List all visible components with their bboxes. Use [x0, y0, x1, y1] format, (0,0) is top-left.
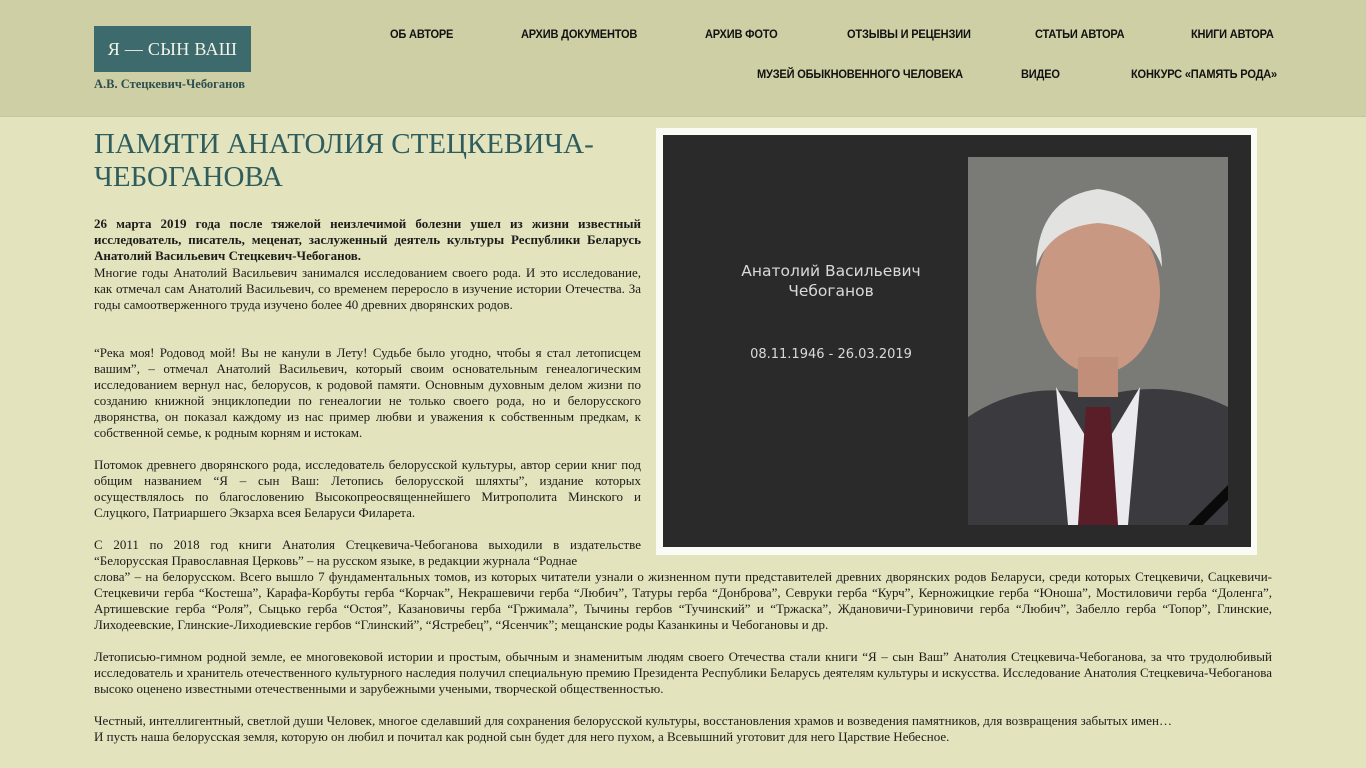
nav-about-author[interactable]: ОБ АВТОРЕ [390, 27, 454, 41]
memorial-card [663, 135, 1251, 547]
nav-video[interactable]: ВИДЕО [1021, 67, 1060, 81]
mourning-ribbon [1148, 445, 1228, 525]
paragraph-6: Честный, интеллигентный, светлой души Человек, многое сделавший для сохранения белорусской культуры, восстановления храмов и возведения памятников, для возвращения забытых имен… [94, 713, 1172, 728]
nav-reviews[interactable]: ОТЗЫВЫ И РЕЦЕНЗИИ [847, 27, 971, 41]
nav-author-books[interactable]: КНИГИ АВТОРА [1191, 27, 1274, 41]
nav-author-articles[interactable]: СТАТЬИ АВТОРА [1035, 27, 1125, 41]
paragraph-4-continued: слова” – на белорусском. Всего вышло 7 фундаментальных томов, из которых читатели узнали о жизненном пути представителей древних дворянских родов Беларуси, среди которых Стецкевичи, Сацкевичи-Стецкевичи герба “Костеша”, Карафа-Корбуты герба “Корчак”, Некрашевичи герба “Любич”, Татуры герба “Донброва”, Севруки герба “Курч”, Керножицкие герба “Юноша”, Мостиловичи герба “Доленга”, Артишевские герба “Роля”, Сыцько герба “Остоя”, Казановичы герба “Гржимала”, Тычины гербов “Тучинский” и “Тржаска”, Ждановичи-Гуриновичи герба “Любич”, Забелло герба “Топор”, Глинские, Лиходеевские, Глинские-Лиходиевские гербов “Глинский”, “Ястребец”, “Ясенчик”; мещанские роды Казанкины и Чебогановы и др. [94, 569, 1272, 632]
site-logo[interactable]: Я — СЫН ВАШ [94, 26, 251, 72]
page-title: ПАМЯТИ АНАТОЛИЯ СТЕЦКЕВИЧА-ЧЕБОГАНОВА [94, 128, 594, 193]
paragraph-4-start: С 2011 по 2018 год книги Анатолия Стецкевича-Чебоганова выходили в издательстве “Белорусская Православная Церковь” – на русском языке, в редакции журнала “Роднае [94, 537, 641, 568]
memorial-photo [656, 128, 1257, 555]
nav-museum[interactable]: МУЗЕЙ ОБЫКНОВЕННОГО ЧЕЛОВЕКА [757, 67, 963, 81]
paragraph-7: И пусть наша белорусская земля, которую он любил и почитал как родной сын будет для него пухом, а Всевышний уготовит для него Царствие Небесное. [94, 729, 950, 744]
paragraph-1: Многие годы Анатолий Васильевич занимался исследованием своего рода. И это исследование, как отмечал сам Анатолий Васильевич, со временем переросло в изучение истории Отечества. За годы самоотверженного труда изучено более 40 древних дворянских родов. [94, 265, 641, 312]
memorial-dates: 08.11.1946 - 26.03.2019 [750, 347, 912, 362]
nav-documents-archive[interactable]: АРХИВ ДОКУМЕНТОВ [521, 27, 638, 41]
site-header [0, 0, 1366, 117]
memorial-name-line1: Анатолий Васильевич [741, 262, 921, 280]
memorial-name-line2: Чебоганов [788, 282, 874, 300]
site-logo-subtitle: А.В. Стецкевич-Чебоганов [94, 77, 245, 91]
paragraph-5: Летописью-гимном родной земле, ее многовековой истории и простым, обычным и знаменитым людям своего Отечества стали книги “Я – сын Ваш” Анатолия Стецкевича-Чебоганова, за что трудолюбивый исследователь и хранитель отечественного культурного наследия получил специальную премию Президента Республики Беларусь деятелям культуры и искусства. Исследование Анатолия Стецкевича-Чебоганова высоко оценено известными отечественными и зарубежными учеными, творческой общественностью. [94, 649, 1272, 696]
nav-contest[interactable]: КОНКУРС «ПАМЯТЬ РОДА» [1131, 67, 1278, 81]
memorial-name [721, 261, 941, 301]
nav-photo-archive[interactable]: АРХИВ ФОТО [705, 27, 778, 41]
paragraph-2: “Река моя! Родовод мой! Вы не канули в Лету! Судьбе было угодно, чтобы я стал летописцем вашим”, – отмечал Анатолий Васильевич, который своим основательным генеалогическим исследованием вернул нас, белорусов, к родовой памяти. Основным духовным делом жизни по созданию книжной энциклопедии по генеалогии не только своего рода, но и белорусского дворянства, он показал каждому из нас пример любви и уважения к собственным предкам, к собственной семье, к родным корням и истокам. [94, 345, 641, 440]
portrait-image [968, 157, 1228, 525]
paragraph-3: Потомок древнего дворянского рода, исследователь белорусской культуры, автор серии книг под общим названием “Я – сын Ваш: Летопись белорусской шляхты”, издание которых осуществлялось по благословению Высокопреосвященнейшего Митрополита Минского и Слуцкого, Патриаршего Экзарха всея Беларуси Филарета. [94, 457, 641, 520]
lead-paragraph: 26 марта 2019 года после тяжелой неизлечимой болезни ушел из жизни известный исследователь, писатель, меценат, заслуженный деятель культуры Республики Беларусь Анатолий Васильевич Стецкевич-Чебоганов. [94, 216, 641, 263]
